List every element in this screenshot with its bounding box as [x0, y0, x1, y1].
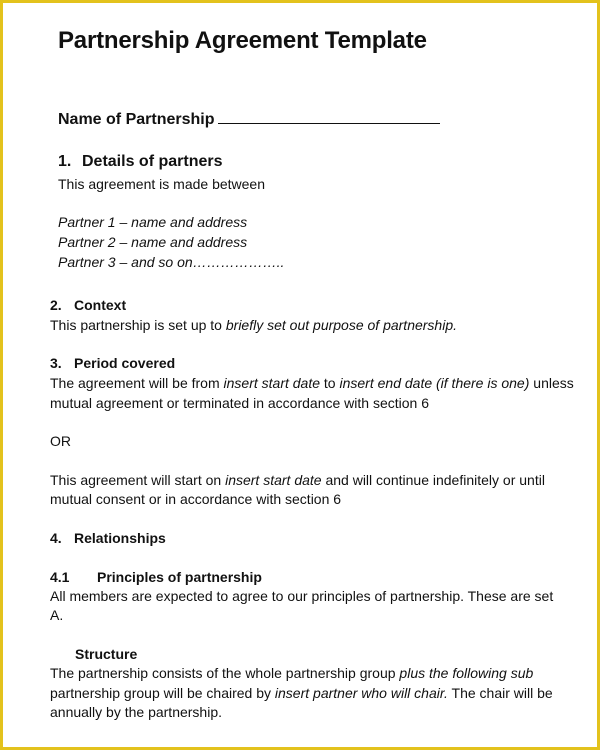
section-3-number: 3. [50, 355, 62, 371]
s3p1-end-date: insert end date (if there is one) [339, 375, 530, 391]
partner-3-line: Partner 3 – and so on……………….. [58, 254, 285, 270]
structure-l2-italic: insert partner who will chair. [274, 685, 448, 701]
partnership-name-label: Name of Partnership [58, 111, 215, 128]
document-title: Partnership Agreement Template [58, 27, 427, 54]
partnership-name-blank-line [218, 109, 440, 124]
section-2-text-italic: briefly set out purpose of partnership. [225, 317, 458, 333]
section-3-para-1-line-1 [50, 375, 574, 391]
s3p2-a: This agreement will start on [50, 472, 226, 488]
partner-2-line: Partner 2 – name and address [58, 234, 248, 250]
section-4-1-title: Principles of partnership [97, 569, 262, 585]
section-4-heading [50, 530, 166, 546]
section-4-number: 4. [50, 530, 62, 546]
section-2-number: 2. [50, 297, 62, 313]
s3p1-a: The agreement will be from [50, 375, 224, 391]
structure-heading: Structure [75, 646, 138, 662]
s3p1-e: unless [529, 375, 574, 391]
structure-line-2 [50, 685, 553, 701]
partner-1-line: Partner 1 – name and address [58, 214, 248, 230]
partnership-name-field [58, 109, 440, 129]
section-3-title: Period covered [74, 355, 176, 371]
section-2-heading [50, 297, 126, 313]
structure-line-1 [50, 665, 533, 681]
section-4-1-heading [50, 569, 262, 585]
section-1-heading [58, 153, 222, 171]
section-4-title: Relationships [74, 530, 166, 546]
section-3-para-2-line-1 [50, 472, 545, 488]
section-4-1-line-1: All members are expected to agree to our principles of partnership. These are set [50, 588, 554, 604]
section-1-intro: This agreement is made between [58, 176, 265, 192]
section-1-number: 1. [58, 153, 72, 170]
section-3-or: OR [50, 433, 71, 449]
s3p2-start-date: insert start date [225, 472, 322, 488]
section-1-title: Details of partners [82, 153, 223, 170]
structure-l1-plain: The partnership consists of the whole partnership group [50, 665, 400, 681]
section-2-text-plain: This partnership is set up to [50, 317, 226, 333]
section-3-para-2-line-2: mutual consent or in accordance with section 6 [50, 491, 342, 507]
section-2-text [50, 317, 457, 333]
structure-l2-tail: The chair will be [447, 685, 553, 701]
section-3-heading [50, 355, 175, 371]
section-4-1-number: 4.1 [50, 569, 70, 585]
s3p1-c: to [320, 375, 340, 391]
s3p1-start-date: insert start date [223, 375, 321, 391]
s3p2-c: and will continue indefinitely or until [321, 472, 545, 488]
structure-line-3: annually by the partnership. [50, 704, 222, 720]
section-3-para-1-line-2: mutual agreement or terminated in accordance with section 6 [50, 395, 429, 411]
section-4-1-line-2: A. [50, 607, 64, 623]
structure-l1-italic: plus the following sub [399, 665, 534, 681]
structure-l2-plain: partnership group will be chaired by [50, 685, 275, 701]
section-2-title: Context [74, 297, 127, 313]
